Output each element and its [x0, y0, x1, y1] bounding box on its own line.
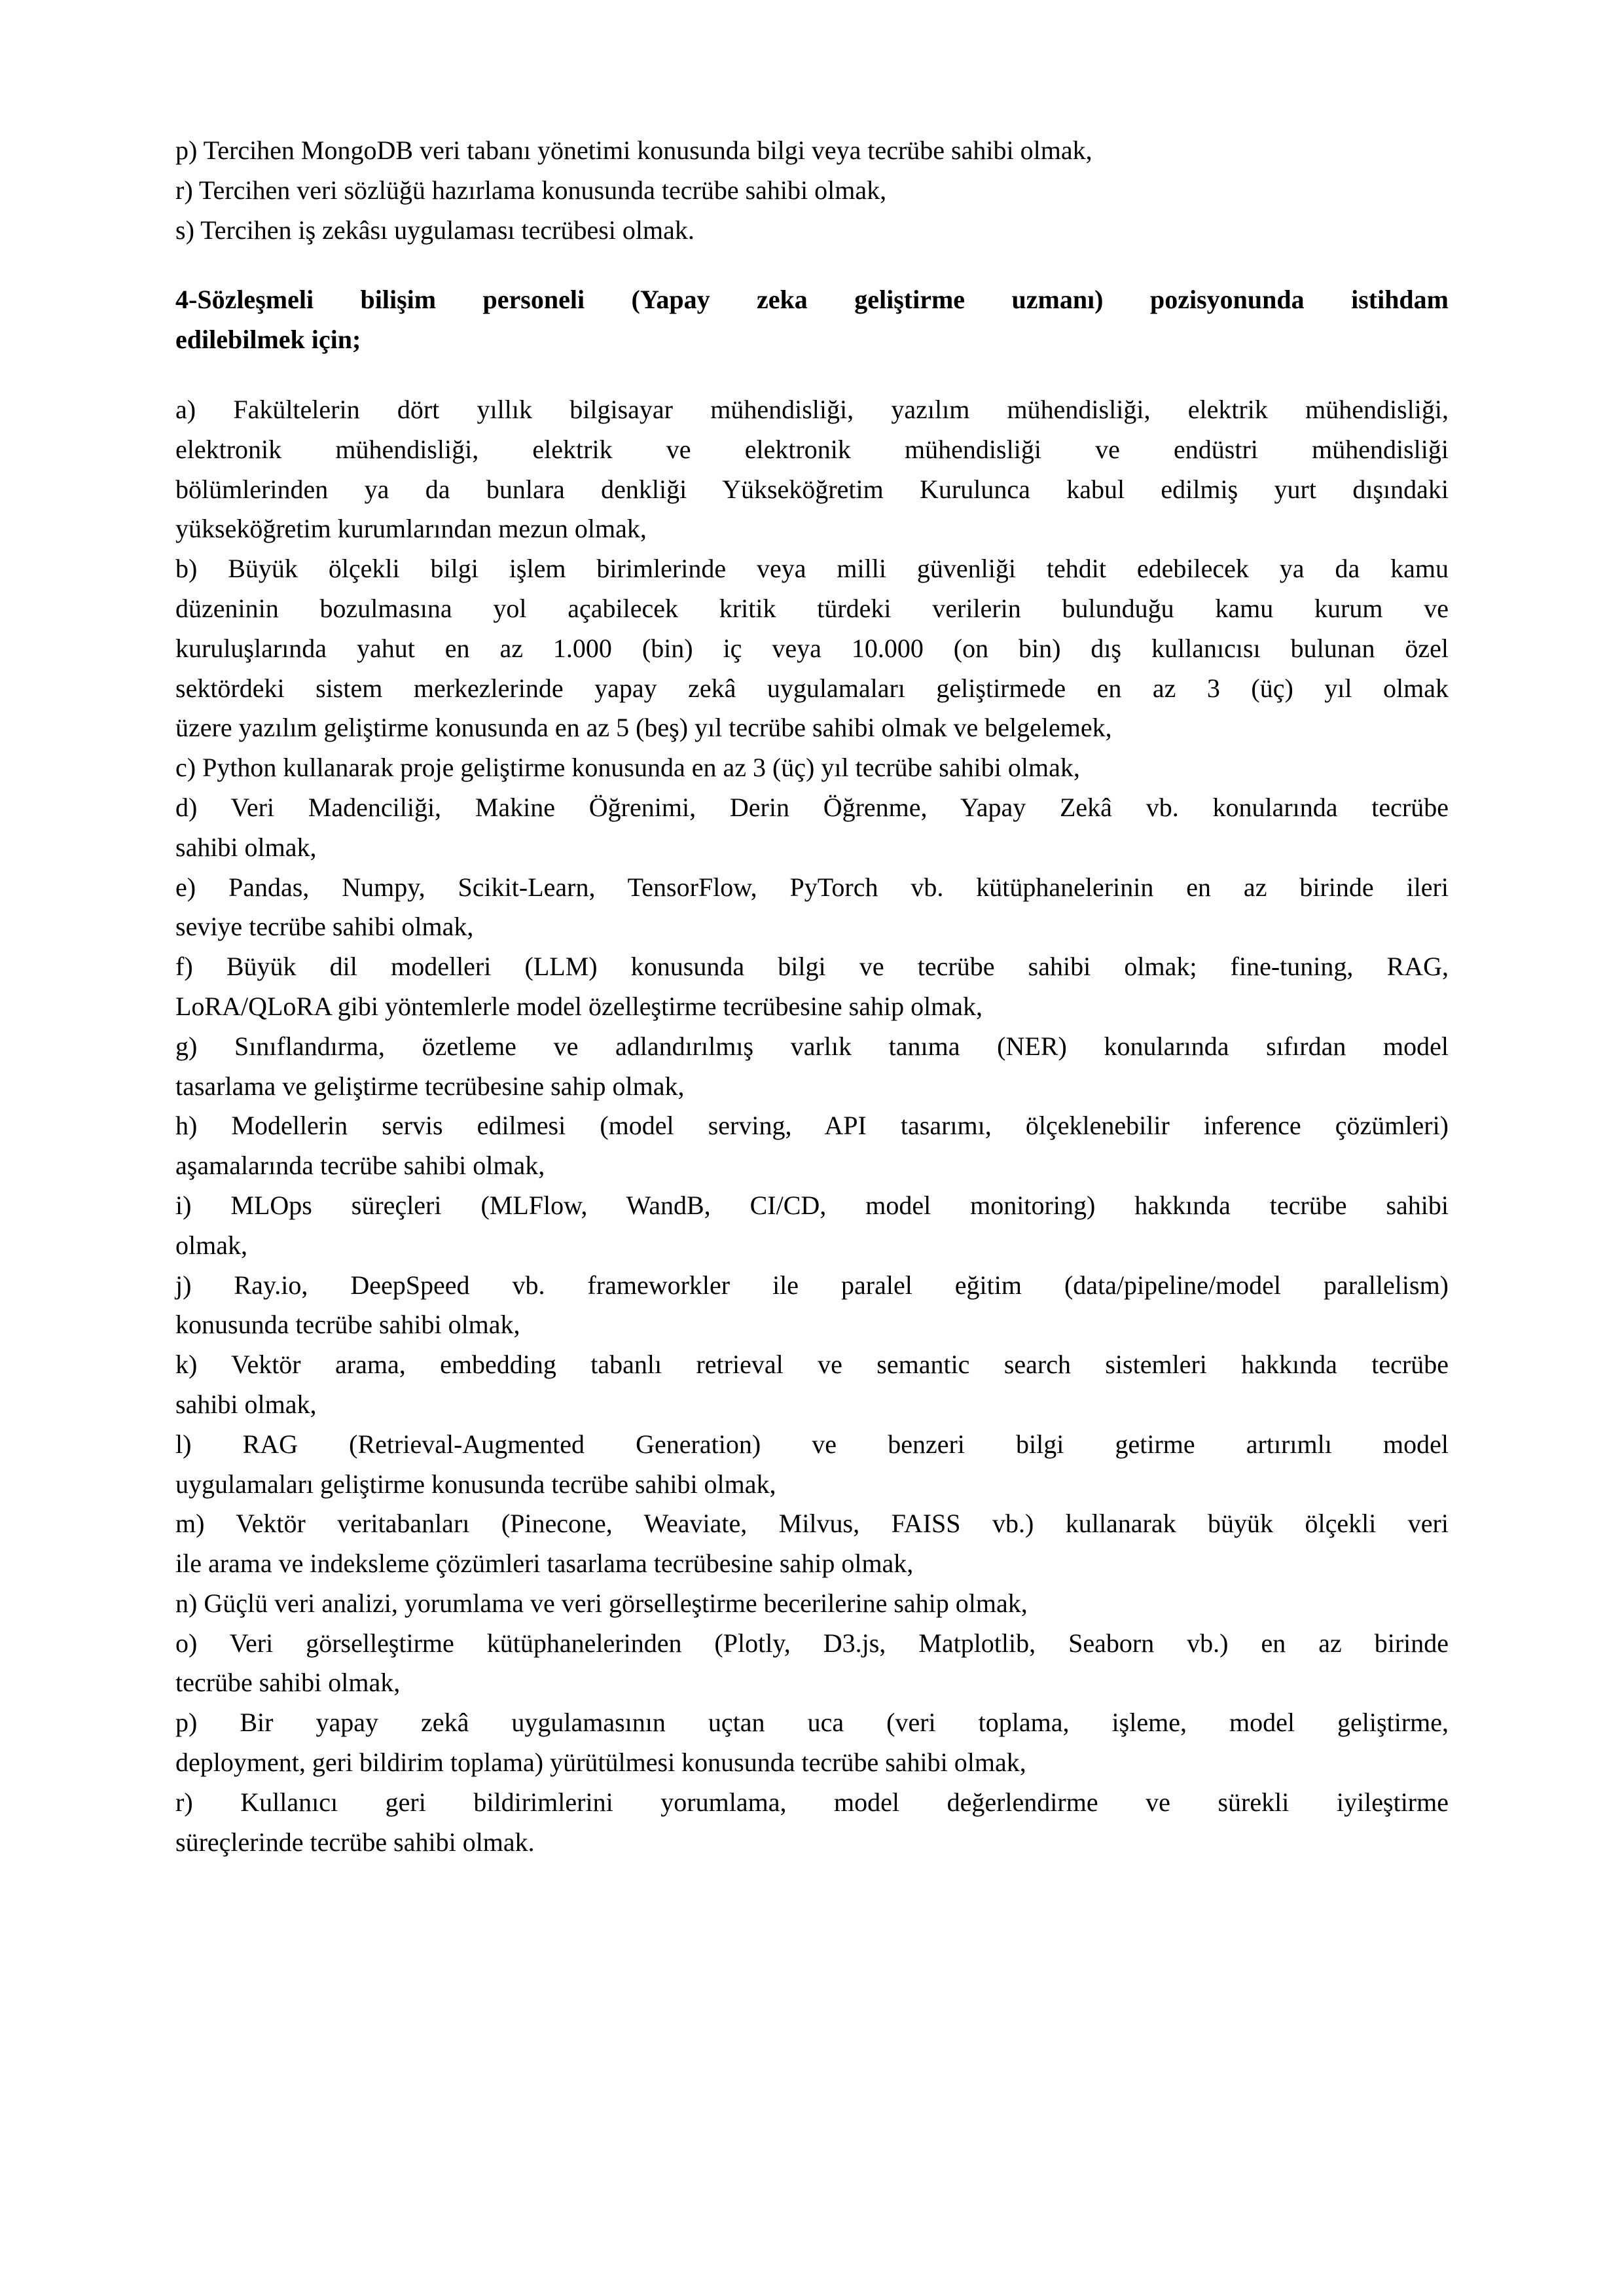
item-j: [175, 1266, 1449, 1346]
item-line: üzere yazılım geliştirme konusunda en az 5 (beş) yıl tecrübe sahibi olmak ve belgelemek,: [175, 713, 1112, 743]
item-line: sektördeki sistem merkezlerinde yapay zekâ uygulamaları geliştirmede en az 3 (üç) yıl olmak: [175, 673, 1449, 703]
item-line: l) RAG (Retrieval-Augmented Generation) ve benzeri bilgi getirme artırımlı model: [175, 1429, 1449, 1459]
item-a: [175, 390, 1449, 549]
item-line: i) MLOps süreçleri (MLFlow, WandB, CI/CD, model monitoring) hakkında tecrübe sahibi: [175, 1190, 1449, 1220]
item-f: [175, 947, 1449, 1027]
item-line: o) Veri görselleştirme kütüphanelerinden (Plotly, D3.js, Matplotlib, Seaborn vb.) en az birinde: [175, 1628, 1449, 1658]
item-line: sahibi olmak,: [175, 832, 317, 862]
item-c: [175, 748, 1449, 788]
item-line: b) Büyük ölçekli bilgi işlem birimlerinde veya milli güvenliği tehdit edebilecek ya da kamu: [175, 554, 1449, 584]
section-heading: [175, 280, 1449, 360]
item-i: [175, 1186, 1449, 1266]
list-item: p) Tercihen MongoDB veri tabanı yönetimi konusunda bilgi veya tecrübe sahibi olmak,: [175, 135, 1092, 165]
section-heading-line-1: 4-Sözleşmeli bilişim personeli (Yapay zeka geliştirme uzmanı) pozisyonunda istihdam: [175, 285, 1449, 315]
item-p: [175, 1703, 1449, 1783]
list-item: r) Tercihen veri sözlüğü hazırlama konusunda tecrübe sahibi olmak,: [175, 175, 887, 205]
item-line: tasarlama ve geliştirme tecrübesine sahip olmak,: [175, 1071, 685, 1101]
item-line: deployment, geri bildirim toplama) yürütülmesi konusunda tecrübe sahibi olmak,: [175, 1748, 1026, 1778]
item-line: a) Fakültelerin dört yıllık bilgisayar mühendisliği, yazılım mühendisliği, elektrik mühendisliği,: [175, 394, 1449, 424]
item-line: m) Vektör veritabanları (Pinecone, Weaviate, Milvus, FAISS vb.) kullanarak büyük ölçekli veri: [175, 1509, 1449, 1539]
item-line: n) Güçlü veri analizi, yorumlama ve veri görselleştirme becerilerine sahip olmak,: [175, 1588, 1028, 1618]
item-line: g) Sınıflandırma, özetleme ve adlandırılmış varlık tanıma (NER) konularında sıfırdan model: [175, 1031, 1449, 1061]
section-heading-line-2: edilebilmek için;: [175, 325, 361, 355]
item-o: [175, 1624, 1449, 1704]
item-line: süreçlerinde tecrübe sahibi olmak.: [175, 1827, 535, 1857]
item-m: [175, 1504, 1449, 1584]
spacer: [175, 250, 1449, 280]
top-requirements-list: [175, 131, 1449, 250]
item-line: uygulamaları geliştirme konusunda tecrübe sahibi olmak,: [175, 1469, 776, 1499]
item-line: p) Bir yapay zekâ uygulamasının uçtan uca (veri toplama, işleme, model geliştirme,: [175, 1708, 1449, 1738]
spacer: [175, 360, 1449, 390]
item-line: e) Pandas, Numpy, Scikit-Learn, TensorFlow, PyTorch vb. kütüphanelerinin en az birinde ileri: [175, 872, 1449, 902]
item-line: elektronik mühendisliği, elektrik ve elektronik mühendisliği ve endüstri mühendisliği: [175, 434, 1449, 464]
item-line: sahibi olmak,: [175, 1389, 317, 1419]
list-item: s) Tercihen iş zekâsı uygulaması tecrübesi olmak.: [175, 215, 695, 245]
item-b: [175, 549, 1449, 748]
item-line: j) Ray.io, DeepSpeed vb. frameworkler ile paralel eğitim (data/pipeline/model parallelism): [175, 1270, 1449, 1300]
item-n: [175, 1584, 1449, 1624]
item-line: düzeninin bozulmasına yol açabilecek kritik türdeki verilerin bulunduğu kamu kurum ve: [175, 593, 1449, 623]
item-l: [175, 1425, 1449, 1505]
item-g: [175, 1027, 1449, 1107]
item-line: konusunda tecrübe sahibi olmak,: [175, 1310, 520, 1340]
item-e: [175, 868, 1449, 948]
item-line: tecrübe sahibi olmak,: [175, 1668, 401, 1698]
item-d: [175, 788, 1449, 868]
item-k: [175, 1345, 1449, 1425]
item-line: bölümlerinden ya da bunlara denkliği Yükseköğretim Kurulunca kabul edilmiş yurt dışındaki: [175, 474, 1449, 504]
item-line: yükseköğretim kurumlarından mezun olmak,: [175, 514, 647, 544]
document-body: [175, 131, 1449, 1862]
item-h: [175, 1106, 1449, 1186]
item-line: f) Büyük dil modelleri (LLM) konusunda bilgi ve tecrübe sahibi olmak; fine-tuning, RAG,: [175, 952, 1449, 982]
item-line: seviye tecrübe sahibi olmak,: [175, 912, 474, 942]
item-line: ile arama ve indeksleme çözümleri tasarlama tecrübesine sahip olmak,: [175, 1549, 914, 1579]
item-line: kuruluşlarında yahut en az 1.000 (bin) iç veya 10.000 (on bin) dış kullanıcısı bulunan özel: [175, 633, 1449, 663]
item-line: h) Modellerin servis edilmesi (model serving, API tasarımı, ölçeklenebilir inference çözümleri): [175, 1111, 1449, 1141]
item-line: aşamalarında tecrübe sahibi olmak,: [175, 1151, 545, 1181]
item-r: [175, 1783, 1449, 1863]
item-line: d) Veri Madenciliği, Makine Öğrenimi, Derin Öğrenme, Yapay Zekâ vb. konularında tecrübe: [175, 792, 1449, 822]
item-line: r) Kullanıcı geri bildirimlerini yorumlama, model değerlendirme ve sürekli iyileştirme: [175, 1787, 1449, 1817]
item-line: LoRA/QLoRA gibi yöntemlerle model özelleştirme tecrübesine sahip olmak,: [175, 991, 983, 1021]
item-line: k) Vektör arama, embedding tabanlı retrieval ve semantic search sistemleri hakkında tecrübe: [175, 1350, 1449, 1380]
item-line: c) Python kullanarak proje geliştirme konusunda en az 3 (üç) yıl tecrübe sahibi olmak,: [175, 753, 1080, 783]
item-line: olmak,: [175, 1230, 247, 1260]
